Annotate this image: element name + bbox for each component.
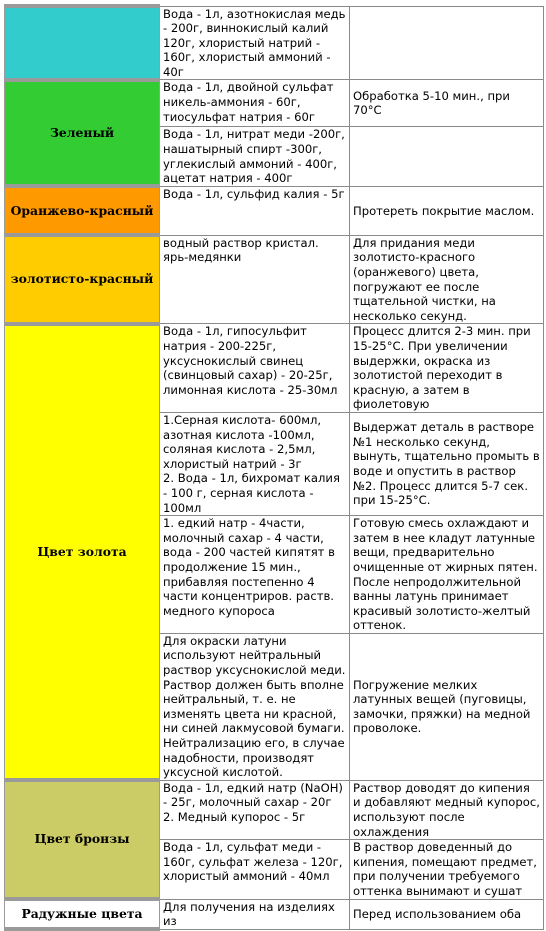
method-cell: Погружение мелких латунных вещей (пуговицы, замочки, пряжки) на медной проволоке. (350, 633, 544, 780)
method-cell: Обработка 5-10 мин., при 70°С (350, 80, 544, 127)
method-cell: Процесс длится 2-3 мин. при 15-25°С. При увеличении выдержки, окраска из золотистой переходит в красную, а затем в фиолетовую (350, 324, 544, 413)
color-name-cell: Цвет бронзы (5, 780, 160, 899)
solution-cell: Для окраски латуни используют нейтральный раствор уксуснокислой меди. Раствор должен быть вполне нейтральный, т. е. не изменять цвета ни красной, ни синей лакмусовой бумаги. Нейтрализацию его, в случае надобности, производят уксусной кислотой. (160, 633, 350, 780)
color-name-cell (5, 6, 160, 80)
method-cell: Протереть покрытие маслом. (350, 186, 544, 235)
method-cell: Перед использованием оба (350, 899, 544, 929)
solution-cell: Вода - 1л, едкий натр (NaOH) - 25г, молочный сахар - 20г 2. Медный купорос - 5г (160, 780, 350, 839)
method-cell: Готовую смесь охлаждают и затем в нее кладут латунные вещи, предварительно очищенные от жирных пятен. После непродолжительной ванны латунь принимает красивый золотисто-желтый оттенок. (350, 516, 544, 634)
table-row (5, 6, 544, 80)
metal-coloring-table (4, 4, 544, 931)
solution-cell: Вода - 1л, нитрат меди -200г, нашатырный спирт -300г, углекислый аммоний - 400г, ацетат натрия - 400г (160, 127, 350, 186)
color-name-cell: Зеленый (5, 80, 160, 186)
table-row (5, 780, 544, 839)
table-row (5, 80, 544, 127)
table-row (5, 186, 544, 235)
table-body (5, 6, 544, 929)
color-name-cell: Цвет золота (5, 324, 160, 780)
solution-cell: 1.Серная кислота- 600мл, азотная кислота -100мл, соляная кислота - 2,5мл, хлористый натрий - 3г 2. Вода - 1л, бихромат калия - 100 г, серная кислота - 100мл (160, 412, 350, 515)
solution-cell: Вода - 1л, гипосульфит натрия - 200-225г, уксуснокислый свинец (свинцовый сахар) - 20-25г, лимонная кислота - 25-30мл (160, 324, 350, 413)
solution-cell: Вода - 1л, сульфид калия - 5г (160, 186, 350, 235)
method-cell: Для придания меди золотисто-красного (оранжевого) цвета, погружают ее после тщательной чистки, на несколько секунд. (350, 235, 544, 324)
table-row (5, 235, 544, 324)
solution-cell: Вода - 1л, сульфат меди - 160г, сульфат железа - 120г, хлористый аммоний - 40мл (160, 840, 350, 899)
solution-cell: 1. едкий натр - 4части, молочный сахар - 4 части, вода - 200 частей кипятят в продолжение 15 мин., прибавляя постепенно 4 части концентриров. раств. медного купороса (160, 516, 350, 634)
solution-cell: Вода - 1л, азотнокислая медь - 200г, виннокислый калий 120г, хлористый натрий - 160г, хлористый аммоний - 40г (160, 6, 350, 80)
method-cell: В раствор доведенный до кипения, помещают предмет, при получении требуемого оттенка вынимают и сушат (350, 840, 544, 899)
solution-cell: водный раствор кристал. ярь-медянки (160, 235, 350, 324)
color-name-cell: Радужные цвета (5, 899, 160, 929)
method-cell (350, 127, 544, 186)
method-cell (350, 6, 544, 80)
table-row (5, 899, 544, 929)
method-cell: Выдержат деталь в растворе №1 несколько секунд, вынуть, тщательно промыть в воде и опустить в раствор №2. Процесс длится 5-7 сек. при 15-25°С. (350, 412, 544, 515)
color-name-cell: Оранжево-красный (5, 186, 160, 235)
solution-cell: Для получения на изделиях из (160, 899, 350, 929)
solution-cell: Вода - 1л, двойной сульфат никель-аммония - 60г, тиосульфат натрия - 60г (160, 80, 350, 127)
method-cell: Раствор доводят до кипения и добавляют медный купорос, используют после охлаждения (350, 780, 544, 839)
table-row (5, 324, 544, 413)
color-name-cell: золотисто-красный (5, 235, 160, 324)
